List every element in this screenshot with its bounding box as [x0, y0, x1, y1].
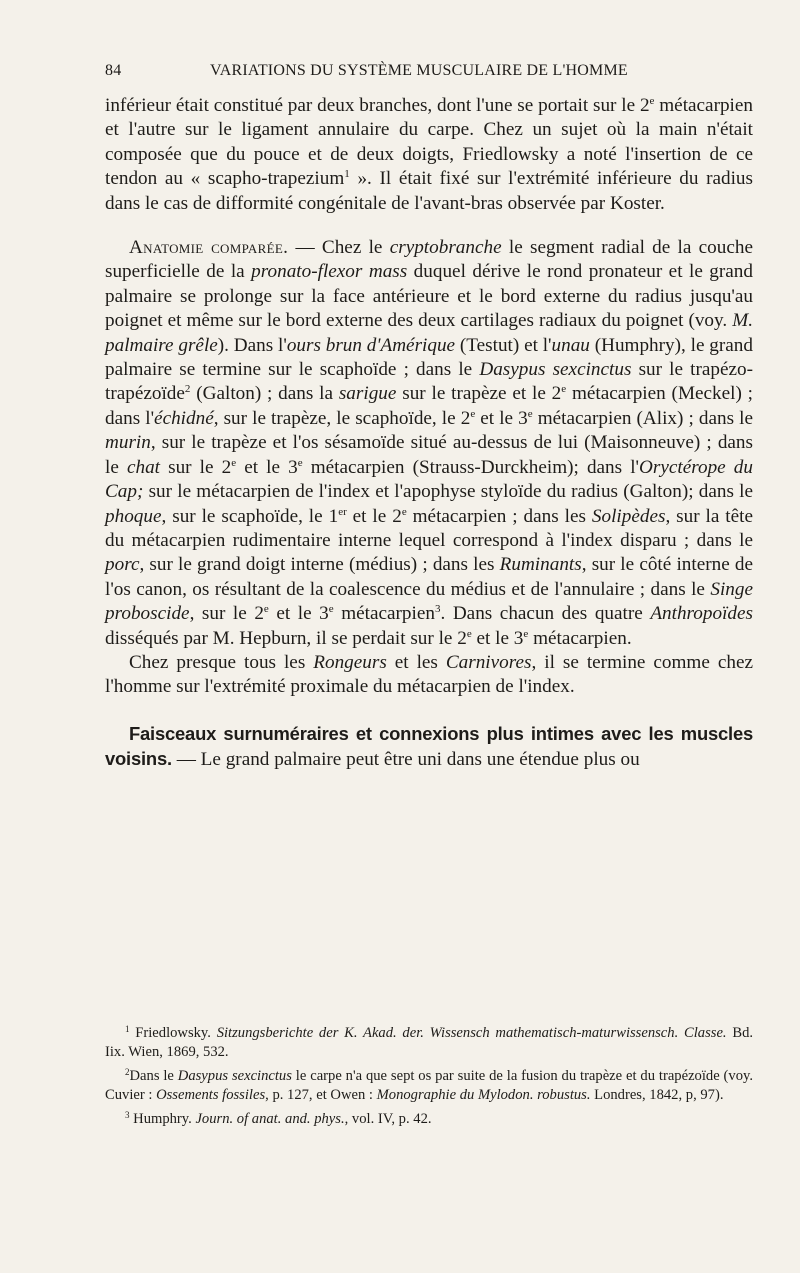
text-run: , sur la tête du métacarpien rudimentaire interne lequel correspond à l'index disparu ; dans le	[105, 505, 754, 551]
spacer	[105, 216, 753, 236]
italic-run: Singe proboscide	[105, 578, 753, 625]
italic-run: porc	[105, 554, 140, 576]
text-run: sur le trapézo-trapézoïde	[105, 359, 753, 405]
footnote-ref-2: 2	[184, 383, 191, 396]
text-run: et le 3	[471, 627, 524, 649]
text-run: — Chez le	[288, 237, 390, 259]
text-run: ). Dans l'	[217, 334, 287, 356]
text-run: inférieur était constitué par deux branches, dont l'une se portait sur le 2	[105, 95, 650, 116]
body-text	[105, 94, 753, 773]
text-run: métacarpien (Strauss-Durckheim); dans l'	[302, 456, 640, 478]
text-run: , sur le grand doigt interne (médius) ; dans les	[139, 554, 500, 576]
section-heading: Faisceaux surnuméraires et connexions plus intimes avec les muscles voisins.	[105, 722, 753, 770]
footnotes	[105, 1024, 753, 1134]
italic-run: sarigue	[338, 383, 397, 405]
superscript: e	[401, 505, 407, 518]
text-run: , vol. IV, p. 42.	[344, 1111, 432, 1127]
text-run: Londres, 1842, p, 97).	[590, 1087, 724, 1103]
italic-run: chat	[126, 456, 161, 478]
italic-run: cryptobranche	[389, 237, 502, 259]
italic-run: murin	[105, 432, 151, 454]
text-run: métacarpien et l'autre sur le ligament annulaire du carpe. Chez un sujet où la main n'était composée que du pouce et de deux doigts, Friedlowsky a noté l'insertion de ce tendon au « scapho-trapezium	[105, 95, 754, 190]
superscript: er	[338, 505, 347, 518]
italic-run: Anthropoïdes	[650, 603, 753, 625]
text-run: Dans le	[129, 1068, 178, 1084]
italic-run: phoque	[105, 505, 162, 527]
text-run: métacarpien (Alix) ; dans le	[532, 407, 753, 429]
footnote-2	[105, 1067, 753, 1105]
text-run: et le 3	[268, 603, 329, 625]
text-run: Friedlowsky.	[129, 1025, 217, 1041]
footnote-ref-3: 3	[434, 603, 441, 616]
italic-run: Ossements fossiles	[156, 1087, 266, 1103]
italic-run: Rongeurs	[313, 651, 387, 673]
text-run: duquel dérive le rond pronateur et le grand palmaire se prolonge sur la face antérieure et le bord externe du radius jusqu'au poignet et même sur le bord externe des deux cartilages radiaux du poignet (voy.	[105, 261, 753, 332]
section-lead: Anatomie comparée.	[129, 237, 289, 259]
text-run: métacarpien (Meckel) ; dans l'	[105, 383, 754, 429]
footnote-ref-1: 1	[344, 168, 350, 181]
italic-run: Oryctérope du Cap;	[105, 456, 753, 503]
superscript: e	[527, 407, 533, 420]
superscript: e	[649, 95, 655, 107]
italic-run: Dasypus sexcinctus	[479, 359, 632, 381]
superscript: e	[263, 603, 269, 616]
italic-run: Carnivores	[445, 651, 532, 673]
text-run: le carpe n'a que sept os par suite de la fusion du trapèze et du trapézoïde (voy. Cuvier :	[105, 1068, 754, 1103]
text-run: et le 3	[236, 456, 298, 478]
text-run: (Humphry), le grand palmaire se termine sur le scaphoïde ; dans le	[105, 334, 753, 381]
italic-run: Sitzungsberichte der K. Akad. der. Wissensch mathematisch-maturwissensch. Classe.	[216, 1025, 727, 1041]
page-number: 84	[105, 62, 122, 79]
text-run: , sur le 2	[189, 603, 264, 625]
superscript: e	[466, 627, 472, 640]
superscript: e	[297, 456, 303, 469]
text-run: métacarpien ; dans les	[406, 505, 592, 527]
superscript: e	[328, 603, 334, 616]
italic-run: ours brun d'Amérique	[286, 334, 456, 356]
text-run: . Dans chacun des quatre	[440, 603, 651, 625]
superscript: e	[523, 627, 529, 640]
text-run: (Galton) ; dans la	[190, 383, 339, 405]
text-run: , sur le côté interne de l'os canon, os résultant de la coalescence du médius et de l'annulaire ; dans le	[105, 554, 753, 600]
text-run: ». Il était fixé sur l'extrémité inférieure du radius dans le cas de difformité congénitale de l'avant-bras observée par Koster.	[105, 168, 753, 214]
footnote-mark: 2	[125, 1067, 130, 1077]
superscript: e	[561, 383, 567, 396]
text-run: métacarpien	[333, 603, 435, 625]
paragraph-rongeurs-carnivores	[105, 651, 753, 700]
paragraph-continuation	[105, 94, 753, 216]
page-header	[105, 62, 753, 86]
italic-run: Dasypus sexcinctus	[177, 1068, 292, 1084]
text-run: et les	[386, 651, 446, 673]
text-run: disséqués par M. Hepburn, il se perdait sur le 2	[105, 627, 467, 649]
text-run: le segment radial de la couche superficielle de la	[105, 237, 753, 283]
text-run: (Testut) et l'	[455, 334, 552, 356]
italic-run: Solipèdes	[591, 505, 666, 527]
footnote-3	[105, 1110, 753, 1129]
italic-run: unau	[551, 334, 590, 356]
italic-run: M. palmaire grêle	[105, 310, 753, 356]
text-run: , sur le trapèze, le scaphoïde, le 2	[213, 407, 471, 429]
italic-run: Ruminants	[499, 554, 582, 576]
text-run: sur le métacarpien de l'index et l'apophyse styloïde du radius (Galton); dans le	[143, 481, 753, 503]
text-run: sur le 2	[160, 456, 232, 478]
footnote-mark: 3	[125, 1110, 130, 1120]
spacer	[105, 700, 753, 722]
text-run: métacarpien.	[528, 627, 632, 649]
text-run: et le 3	[475, 407, 528, 429]
text-run: , p. 127, et Owen :	[265, 1087, 377, 1103]
text-run: sur le trapèze et le 2	[396, 383, 562, 405]
italic-run: pronato-flexor mass	[251, 261, 408, 283]
text-run: Bd. Iix. Wien, 1869, 532.	[105, 1025, 754, 1060]
italic-run: échidné	[154, 407, 214, 429]
text-run: , sur le scaphoïde, le 1	[161, 505, 339, 527]
text-run: , il se termine comme chez l'homme sur l'extrémité proximale du métacarpien de l'index.	[105, 651, 753, 698]
text-run: — Le grand palmaire peut être uni dans une étendue plus ou	[171, 749, 640, 771]
paragraph-faisceaux	[105, 722, 753, 773]
text-run: , sur le trapèze et l'os sésamoïde situé au-dessus de lui (Maisonneuve) ; dans le	[105, 432, 753, 478]
italic-run: Journ. of anat. and. phys.	[195, 1111, 345, 1127]
text-run: et le 2	[346, 505, 402, 527]
footnote-mark: 1	[125, 1024, 130, 1034]
text-run: Humphry.	[129, 1111, 196, 1127]
footnote-1	[105, 1024, 753, 1062]
text-run: Chez presque tous les	[129, 651, 314, 673]
superscript: e	[470, 407, 476, 420]
running-title: VARIATIONS DU SYSTÈME MUSCULAIRE DE L'HOMME	[210, 62, 628, 79]
italic-run: Monographie du Mylodon. robustus.	[376, 1087, 591, 1103]
superscript: e	[231, 456, 237, 469]
paragraph-anatomie-comparee	[105, 236, 753, 651]
